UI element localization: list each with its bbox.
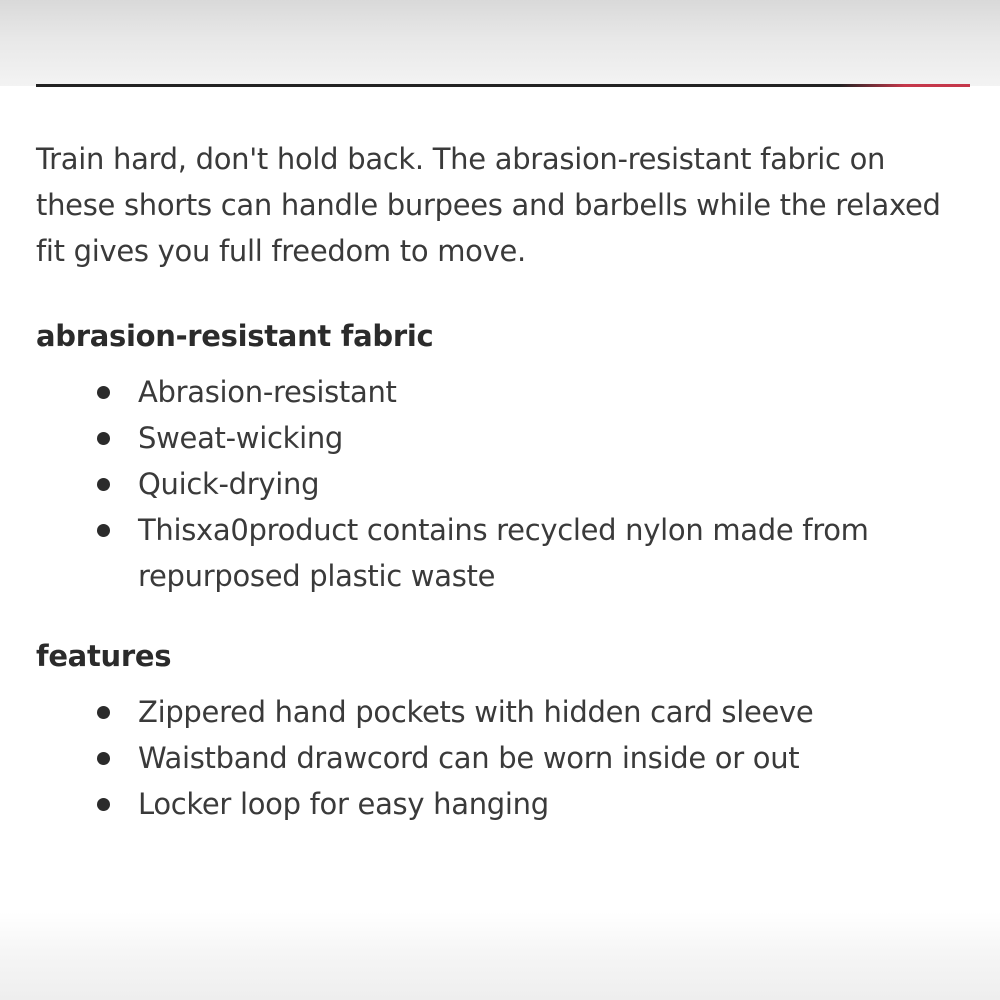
list-item xyxy=(36,689,956,735)
list-item xyxy=(36,507,956,599)
list-item-text: Zippered hand pockets with hidden card sleeve xyxy=(138,695,814,729)
bullet-icon xyxy=(97,478,110,491)
bullet-icon xyxy=(97,752,110,765)
fabric-heading: abrasion-resistant fabric xyxy=(36,319,434,353)
list-item-text: Abrasion-resistant xyxy=(138,375,397,409)
bottom-blurred-footer xyxy=(0,912,1000,1000)
intro-paragraph: Train hard, don't hold back. The abrasion-resistant fabric on these shorts can handle burpees and barbells while the relaxed fit gives you full freedom to move. xyxy=(36,142,941,268)
list-item-text: Thisxa0product contains recycled nylon made from repurposed plastic waste xyxy=(138,513,869,593)
product-description xyxy=(36,136,956,827)
features-list xyxy=(36,689,956,827)
list-item-text: Locker loop for easy hanging xyxy=(138,787,549,821)
list-item-text: Waistband drawcord can be worn inside or out xyxy=(138,741,800,775)
bullet-icon xyxy=(97,798,110,811)
features-heading: features xyxy=(36,639,172,673)
bullet-icon xyxy=(97,386,110,399)
bullet-icon xyxy=(97,432,110,445)
list-item-text: Sweat-wicking xyxy=(138,421,344,455)
list-item xyxy=(36,735,956,781)
list-item-text: Quick-drying xyxy=(138,467,320,501)
fabric-list xyxy=(36,369,956,599)
list-item xyxy=(36,415,956,461)
bullet-icon xyxy=(97,706,110,719)
top-blurred-header xyxy=(0,0,1000,86)
list-item xyxy=(36,781,956,827)
bullet-icon xyxy=(97,524,110,537)
list-item xyxy=(36,461,956,507)
section-divider xyxy=(36,84,970,87)
list-item xyxy=(36,369,956,415)
